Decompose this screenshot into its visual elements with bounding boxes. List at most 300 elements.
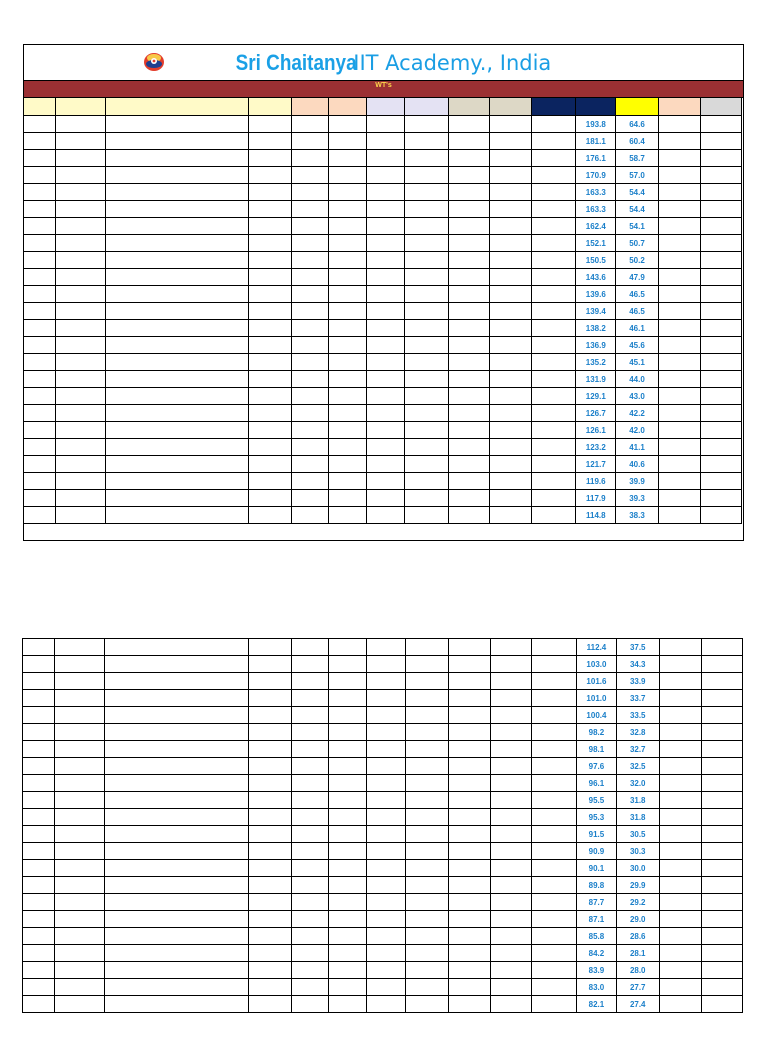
score-cell[interactable]: 100.4	[577, 707, 617, 724]
empty-cell[interactable]	[658, 490, 701, 507]
empty-cell[interactable]	[24, 507, 56, 524]
empty-cell[interactable]	[702, 979, 743, 996]
score-cell[interactable]: 138.2	[576, 320, 616, 337]
empty-cell[interactable]	[291, 894, 329, 911]
empty-cell[interactable]	[405, 758, 449, 775]
empty-cell[interactable]	[106, 507, 249, 524]
empty-cell[interactable]	[54, 724, 105, 741]
empty-cell[interactable]	[23, 860, 55, 877]
empty-cell[interactable]	[105, 996, 249, 1013]
empty-cell[interactable]	[329, 911, 367, 928]
score-cell[interactable]: 121.7	[576, 456, 616, 473]
empty-cell[interactable]	[531, 269, 575, 286]
empty-cell[interactable]	[106, 235, 249, 252]
score-cell[interactable]: 96.1	[577, 775, 617, 792]
empty-cell[interactable]	[366, 707, 405, 724]
empty-cell[interactable]	[448, 439, 490, 456]
empty-cell[interactable]	[105, 724, 249, 741]
empty-cell[interactable]	[54, 639, 105, 656]
empty-cell[interactable]	[702, 707, 743, 724]
empty-cell[interactable]	[291, 792, 329, 809]
empty-cell[interactable]	[55, 388, 105, 405]
empty-cell[interactable]	[659, 758, 702, 775]
empty-cell[interactable]	[105, 656, 249, 673]
empty-cell[interactable]	[329, 490, 367, 507]
empty-cell[interactable]	[448, 337, 490, 354]
empty-cell[interactable]	[291, 996, 329, 1013]
empty-cell[interactable]	[106, 303, 249, 320]
empty-cell[interactable]	[248, 894, 291, 911]
empty-cell[interactable]	[531, 218, 575, 235]
empty-cell[interactable]	[329, 405, 367, 422]
empty-cell[interactable]	[23, 979, 55, 996]
empty-cell[interactable]	[24, 405, 56, 422]
empty-cell[interactable]	[23, 690, 55, 707]
empty-cell[interactable]	[658, 286, 701, 303]
empty-cell[interactable]	[249, 133, 292, 150]
empty-cell[interactable]	[248, 911, 291, 928]
empty-cell[interactable]	[291, 758, 329, 775]
score-cell[interactable]: 176.1	[576, 150, 616, 167]
empty-cell[interactable]	[291, 911, 329, 928]
empty-cell[interactable]	[532, 724, 577, 741]
empty-cell[interactable]	[531, 337, 575, 354]
empty-cell[interactable]	[291, 167, 329, 184]
score-cell[interactable]: 85.8	[577, 928, 617, 945]
empty-cell[interactable]	[658, 269, 701, 286]
empty-cell[interactable]	[23, 928, 55, 945]
empty-cell[interactable]	[531, 184, 575, 201]
score-cell[interactable]: 136.9	[576, 337, 616, 354]
empty-cell[interactable]	[55, 490, 105, 507]
empty-cell[interactable]	[449, 673, 491, 690]
empty-cell[interactable]	[531, 320, 575, 337]
empty-cell[interactable]	[329, 354, 367, 371]
empty-cell[interactable]	[490, 252, 532, 269]
empty-cell[interactable]	[23, 894, 55, 911]
empty-cell[interactable]	[23, 809, 55, 826]
empty-cell[interactable]	[702, 741, 743, 758]
empty-cell[interactable]	[23, 673, 55, 690]
empty-cell[interactable]	[23, 775, 55, 792]
empty-cell[interactable]	[106, 337, 249, 354]
empty-cell[interactable]	[54, 979, 105, 996]
empty-cell[interactable]	[405, 354, 448, 371]
empty-cell[interactable]	[490, 843, 532, 860]
empty-cell[interactable]	[658, 371, 701, 388]
empty-cell[interactable]	[531, 286, 575, 303]
empty-cell[interactable]	[532, 673, 577, 690]
empty-cell[interactable]	[249, 337, 292, 354]
empty-cell[interactable]	[291, 979, 329, 996]
column-header-cell[interactable]	[106, 98, 249, 116]
percent-cell[interactable]: 32.8	[616, 724, 659, 741]
column-header-cell[interactable]	[291, 98, 329, 116]
empty-cell[interactable]	[449, 843, 491, 860]
percent-cell[interactable]: 28.0	[616, 962, 659, 979]
empty-cell[interactable]	[490, 656, 532, 673]
score-cell[interactable]: 98.2	[577, 724, 617, 741]
empty-cell[interactable]	[24, 371, 56, 388]
score-cell[interactable]: 87.7	[577, 894, 617, 911]
empty-cell[interactable]	[291, 303, 329, 320]
empty-cell[interactable]	[449, 928, 491, 945]
score-cell[interactable]: 135.2	[576, 354, 616, 371]
empty-cell[interactable]	[659, 894, 702, 911]
empty-cell[interactable]	[490, 320, 532, 337]
empty-cell[interactable]	[249, 167, 292, 184]
empty-cell[interactable]	[24, 218, 56, 235]
empty-cell[interactable]	[490, 371, 532, 388]
empty-cell[interactable]	[490, 962, 532, 979]
column-header-cell[interactable]	[658, 98, 701, 116]
empty-cell[interactable]	[329, 507, 367, 524]
empty-cell[interactable]	[659, 826, 702, 843]
empty-cell[interactable]	[366, 911, 405, 928]
empty-cell[interactable]	[23, 656, 55, 673]
empty-cell[interactable]	[329, 962, 367, 979]
empty-cell[interactable]	[366, 133, 405, 150]
empty-cell[interactable]	[366, 116, 405, 133]
empty-cell[interactable]	[448, 490, 490, 507]
empty-cell[interactable]	[448, 150, 490, 167]
empty-cell[interactable]	[329, 133, 367, 150]
empty-cell[interactable]	[329, 877, 367, 894]
empty-cell[interactable]	[658, 150, 701, 167]
empty-cell[interactable]	[105, 758, 249, 775]
empty-cell[interactable]	[366, 286, 405, 303]
percent-cell[interactable]: 29.9	[616, 877, 659, 894]
empty-cell[interactable]	[532, 775, 577, 792]
empty-cell[interactable]	[54, 911, 105, 928]
percent-cell[interactable]: 50.2	[616, 252, 659, 269]
empty-cell[interactable]	[449, 639, 491, 656]
empty-cell[interactable]	[405, 656, 449, 673]
empty-cell[interactable]	[23, 741, 55, 758]
percent-cell[interactable]: 32.5	[616, 758, 659, 775]
percent-cell[interactable]: 27.4	[616, 996, 659, 1013]
score-cell[interactable]: 163.3	[576, 201, 616, 218]
empty-cell[interactable]	[490, 507, 532, 524]
empty-cell[interactable]	[448, 252, 490, 269]
empty-cell[interactable]	[490, 303, 532, 320]
score-cell[interactable]: 131.9	[576, 371, 616, 388]
empty-cell[interactable]	[106, 354, 249, 371]
empty-cell[interactable]	[24, 133, 56, 150]
empty-cell[interactable]	[405, 843, 449, 860]
empty-cell[interactable]	[55, 320, 105, 337]
empty-cell[interactable]	[405, 116, 448, 133]
empty-cell[interactable]	[702, 758, 743, 775]
empty-cell[interactable]	[248, 673, 291, 690]
empty-cell[interactable]	[659, 724, 702, 741]
empty-cell[interactable]	[106, 456, 249, 473]
empty-cell[interactable]	[249, 303, 292, 320]
empty-cell[interactable]	[405, 741, 449, 758]
empty-cell[interactable]	[291, 252, 329, 269]
empty-cell[interactable]	[532, 928, 577, 945]
empty-cell[interactable]	[329, 826, 367, 843]
empty-cell[interactable]	[248, 724, 291, 741]
percent-cell[interactable]: 33.7	[616, 690, 659, 707]
empty-cell[interactable]	[405, 303, 448, 320]
empty-cell[interactable]	[329, 656, 367, 673]
empty-cell[interactable]	[24, 388, 56, 405]
empty-cell[interactable]	[490, 218, 532, 235]
empty-cell[interactable]	[366, 303, 405, 320]
empty-cell[interactable]	[701, 405, 742, 422]
empty-cell[interactable]	[449, 758, 491, 775]
percent-cell[interactable]: 37.5	[616, 639, 659, 656]
empty-cell[interactable]	[366, 354, 405, 371]
empty-cell[interactable]	[24, 252, 56, 269]
empty-cell[interactable]	[366, 741, 405, 758]
empty-cell[interactable]	[490, 116, 532, 133]
empty-cell[interactable]	[701, 235, 742, 252]
empty-cell[interactable]	[659, 911, 702, 928]
empty-cell[interactable]	[106, 133, 249, 150]
empty-cell[interactable]	[249, 235, 292, 252]
empty-cell[interactable]	[366, 945, 405, 962]
empty-cell[interactable]	[366, 235, 405, 252]
empty-cell[interactable]	[24, 422, 56, 439]
empty-cell[interactable]	[248, 877, 291, 894]
empty-cell[interactable]	[702, 894, 743, 911]
empty-cell[interactable]	[531, 507, 575, 524]
empty-cell[interactable]	[405, 962, 449, 979]
empty-cell[interactable]	[106, 490, 249, 507]
empty-cell[interactable]	[490, 286, 532, 303]
empty-cell[interactable]	[54, 707, 105, 724]
empty-cell[interactable]	[54, 928, 105, 945]
empty-cell[interactable]	[291, 405, 329, 422]
empty-cell[interactable]	[329, 184, 367, 201]
empty-cell[interactable]	[405, 724, 449, 741]
empty-cell[interactable]	[329, 422, 367, 439]
empty-cell[interactable]	[659, 996, 702, 1013]
empty-cell[interactable]	[702, 877, 743, 894]
empty-cell[interactable]	[106, 167, 249, 184]
empty-cell[interactable]	[659, 860, 702, 877]
percent-cell[interactable]: 34.3	[616, 656, 659, 673]
empty-cell[interactable]	[23, 996, 55, 1013]
percent-cell[interactable]: 50.7	[616, 235, 659, 252]
empty-cell[interactable]	[702, 945, 743, 962]
empty-cell[interactable]	[490, 707, 532, 724]
empty-cell[interactable]	[291, 724, 329, 741]
percent-cell[interactable]: 29.0	[616, 911, 659, 928]
empty-cell[interactable]	[659, 809, 702, 826]
empty-cell[interactable]	[105, 639, 249, 656]
empty-cell[interactable]	[531, 354, 575, 371]
empty-cell[interactable]	[531, 133, 575, 150]
empty-cell[interactable]	[490, 673, 532, 690]
empty-cell[interactable]	[532, 877, 577, 894]
empty-cell[interactable]	[405, 150, 448, 167]
empty-cell[interactable]	[106, 439, 249, 456]
empty-cell[interactable]	[366, 439, 405, 456]
empty-cell[interactable]	[291, 673, 329, 690]
empty-cell[interactable]	[105, 928, 249, 945]
empty-cell[interactable]	[702, 724, 743, 741]
percent-cell[interactable]: 54.4	[616, 201, 659, 218]
empty-cell[interactable]	[490, 911, 532, 928]
empty-cell[interactable]	[55, 235, 105, 252]
empty-cell[interactable]	[366, 724, 405, 741]
empty-cell[interactable]	[291, 473, 329, 490]
empty-cell[interactable]	[249, 201, 292, 218]
empty-cell[interactable]	[532, 996, 577, 1013]
percent-cell[interactable]: 31.8	[616, 809, 659, 826]
empty-cell[interactable]	[532, 639, 577, 656]
empty-cell[interactable]	[24, 201, 56, 218]
empty-cell[interactable]	[701, 116, 742, 133]
empty-cell[interactable]	[405, 201, 448, 218]
empty-cell[interactable]	[448, 473, 490, 490]
empty-cell[interactable]	[658, 439, 701, 456]
empty-cell[interactable]	[702, 911, 743, 928]
empty-cell[interactable]	[291, 116, 329, 133]
empty-cell[interactable]	[405, 405, 448, 422]
empty-cell[interactable]	[702, 826, 743, 843]
empty-cell[interactable]	[24, 473, 56, 490]
empty-cell[interactable]	[54, 860, 105, 877]
empty-cell[interactable]	[532, 809, 577, 826]
empty-cell[interactable]	[658, 252, 701, 269]
percent-cell[interactable]: 43.0	[616, 388, 659, 405]
empty-cell[interactable]	[248, 928, 291, 945]
empty-cell[interactable]	[702, 843, 743, 860]
empty-cell[interactable]	[490, 792, 532, 809]
empty-cell[interactable]	[448, 184, 490, 201]
empty-cell[interactable]	[701, 269, 742, 286]
percent-cell[interactable]: 28.6	[616, 928, 659, 945]
column-header-cell[interactable]	[405, 98, 448, 116]
empty-cell[interactable]	[329, 337, 367, 354]
empty-cell[interactable]	[658, 405, 701, 422]
empty-cell[interactable]	[291, 741, 329, 758]
empty-cell[interactable]	[448, 405, 490, 422]
empty-cell[interactable]	[291, 945, 329, 962]
score-cell[interactable]: 126.7	[576, 405, 616, 422]
empty-cell[interactable]	[448, 167, 490, 184]
empty-cell[interactable]	[329, 979, 367, 996]
empty-cell[interactable]	[449, 979, 491, 996]
empty-cell[interactable]	[24, 167, 56, 184]
empty-cell[interactable]	[366, 473, 405, 490]
empty-cell[interactable]	[329, 269, 367, 286]
empty-cell[interactable]	[702, 792, 743, 809]
empty-cell[interactable]	[24, 286, 56, 303]
empty-cell[interactable]	[329, 775, 367, 792]
empty-cell[interactable]	[532, 962, 577, 979]
empty-cell[interactable]	[532, 979, 577, 996]
empty-cell[interactable]	[291, 656, 329, 673]
empty-cell[interactable]	[24, 235, 56, 252]
empty-cell[interactable]	[405, 167, 448, 184]
empty-cell[interactable]	[106, 473, 249, 490]
empty-cell[interactable]	[366, 656, 405, 673]
empty-cell[interactable]	[659, 741, 702, 758]
empty-cell[interactable]	[490, 133, 532, 150]
empty-cell[interactable]	[24, 303, 56, 320]
empty-cell[interactable]	[291, 269, 329, 286]
percent-cell[interactable]: 42.0	[616, 422, 659, 439]
empty-cell[interactable]	[54, 945, 105, 962]
empty-cell[interactable]	[490, 473, 532, 490]
score-cell[interactable]: 98.1	[577, 741, 617, 758]
empty-cell[interactable]	[329, 792, 367, 809]
empty-cell[interactable]	[405, 945, 449, 962]
empty-cell[interactable]	[291, 235, 329, 252]
score-cell[interactable]: 129.1	[576, 388, 616, 405]
empty-cell[interactable]	[449, 877, 491, 894]
empty-cell[interactable]	[405, 371, 448, 388]
empty-cell[interactable]	[531, 456, 575, 473]
empty-cell[interactable]	[448, 354, 490, 371]
empty-cell[interactable]	[54, 809, 105, 826]
empty-cell[interactable]	[106, 184, 249, 201]
empty-cell[interactable]	[55, 303, 105, 320]
empty-cell[interactable]	[490, 758, 532, 775]
empty-cell[interactable]	[329, 843, 367, 860]
empty-cell[interactable]	[248, 775, 291, 792]
empty-cell[interactable]	[448, 201, 490, 218]
empty-cell[interactable]	[55, 133, 105, 150]
score-cell[interactable]: 181.1	[576, 133, 616, 150]
empty-cell[interactable]	[405, 860, 449, 877]
score-cell[interactable]: 90.9	[577, 843, 617, 860]
empty-cell[interactable]	[366, 809, 405, 826]
empty-cell[interactable]	[659, 928, 702, 945]
empty-cell[interactable]	[105, 826, 249, 843]
empty-cell[interactable]	[366, 405, 405, 422]
empty-cell[interactable]	[531, 388, 575, 405]
empty-cell[interactable]	[366, 150, 405, 167]
empty-cell[interactable]	[490, 877, 532, 894]
score-cell[interactable]: 97.6	[577, 758, 617, 775]
empty-cell[interactable]	[329, 673, 367, 690]
empty-cell[interactable]	[105, 792, 249, 809]
empty-cell[interactable]	[249, 507, 292, 524]
empty-cell[interactable]	[659, 673, 702, 690]
empty-cell[interactable]	[105, 979, 249, 996]
empty-cell[interactable]	[106, 150, 249, 167]
empty-cell[interactable]	[532, 656, 577, 673]
empty-cell[interactable]	[249, 184, 292, 201]
score-cell[interactable]: 117.9	[576, 490, 616, 507]
empty-cell[interactable]	[659, 775, 702, 792]
empty-cell[interactable]	[366, 979, 405, 996]
empty-cell[interactable]	[448, 371, 490, 388]
empty-cell[interactable]	[55, 422, 105, 439]
empty-cell[interactable]	[658, 303, 701, 320]
empty-cell[interactable]	[291, 928, 329, 945]
percent-cell[interactable]: 54.4	[616, 184, 659, 201]
empty-cell[interactable]	[490, 354, 532, 371]
empty-cell[interactable]	[449, 826, 491, 843]
empty-cell[interactable]	[248, 639, 291, 656]
empty-cell[interactable]	[291, 439, 329, 456]
empty-cell[interactable]	[55, 269, 105, 286]
empty-cell[interactable]	[405, 775, 449, 792]
empty-cell[interactable]	[24, 320, 56, 337]
empty-cell[interactable]	[55, 439, 105, 456]
empty-cell[interactable]	[659, 690, 702, 707]
empty-cell[interactable]	[291, 422, 329, 439]
empty-cell[interactable]	[54, 673, 105, 690]
empty-cell[interactable]	[366, 422, 405, 439]
